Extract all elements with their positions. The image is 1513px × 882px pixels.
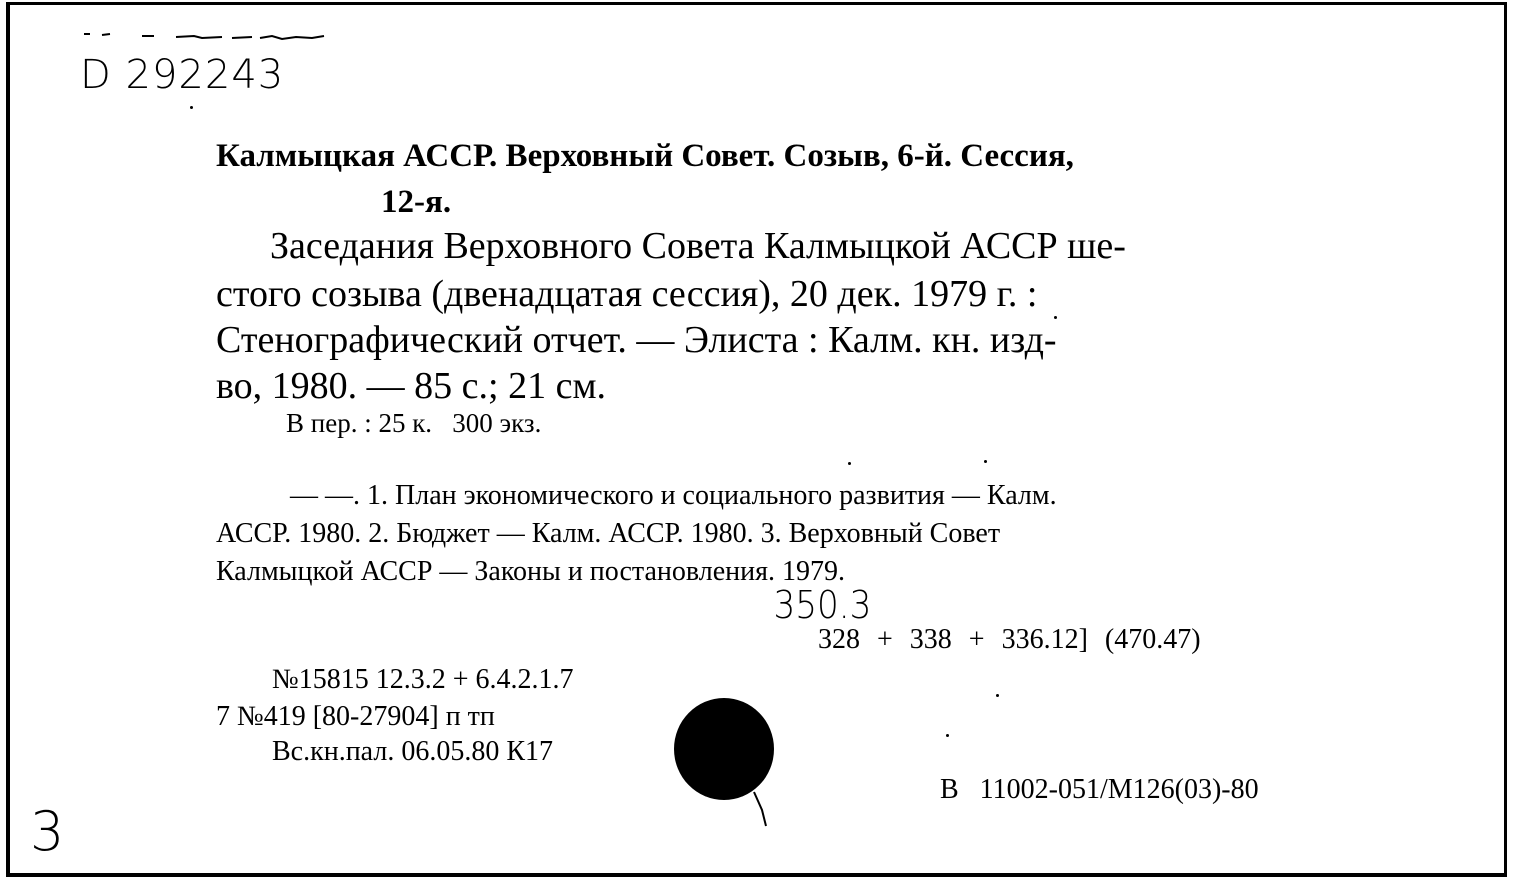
handwritten-class-number: 350.3 xyxy=(773,583,872,627)
accession-number: D 292243 xyxy=(80,52,285,98)
publisher-code: В 11002-051/М126(03)-80 xyxy=(940,774,1259,805)
body-line-2: стого созыва (двенадцатая сессия), 20 дек. 1979 г. : xyxy=(216,273,1038,315)
heading-line-1: Калмыцкая АССР. Верховный Совет. Созыв, 6-й. Сессия, xyxy=(216,138,1074,174)
body-line-4: во, 1980. — 85 с.; 21 см. xyxy=(216,365,607,407)
speck xyxy=(984,460,987,463)
handwritten-corner-number: 3 xyxy=(30,800,65,863)
registry-line-1: №15815 12.3.2 + 6.4.2.1.7 xyxy=(272,664,574,695)
speck xyxy=(996,694,999,697)
speck xyxy=(1054,316,1057,319)
body-line-1: Заседания Верховного Совета Калмыцкой АССР ше- xyxy=(270,225,1126,267)
speck xyxy=(190,106,193,109)
hole-tear-mark xyxy=(752,790,772,830)
subject-line-3: Калмыцкой АССР — Законы и постановления. 1979. xyxy=(216,556,846,587)
subject-line-1: — —. 1. План экономического и социального развития — Калм. xyxy=(290,480,1057,511)
registry-line-3: Вс.кн.пал. 06.05.80 К17 xyxy=(272,736,553,767)
classification-line: 328 + 338 + 336.12] (470.47) xyxy=(818,624,1201,655)
speck xyxy=(848,462,851,465)
price-and-print-run: В пер. : 25 к. 300 экз. xyxy=(286,408,542,438)
heading-line-2: 12-я. xyxy=(381,184,452,220)
body-line-3: Стенографический отчет. — Элиста : Калм. кн. изд- xyxy=(216,319,1057,361)
punched-hole xyxy=(674,698,774,800)
speck xyxy=(946,734,949,737)
faded-header-scribble xyxy=(82,28,332,42)
registry-line-2: 7 №419 [80-27904] п тп xyxy=(216,701,495,732)
subject-line-2: АССР. 1980. 2. Бюджет — Калм. АССР. 1980. 3. Верховный Совет xyxy=(216,518,1001,549)
